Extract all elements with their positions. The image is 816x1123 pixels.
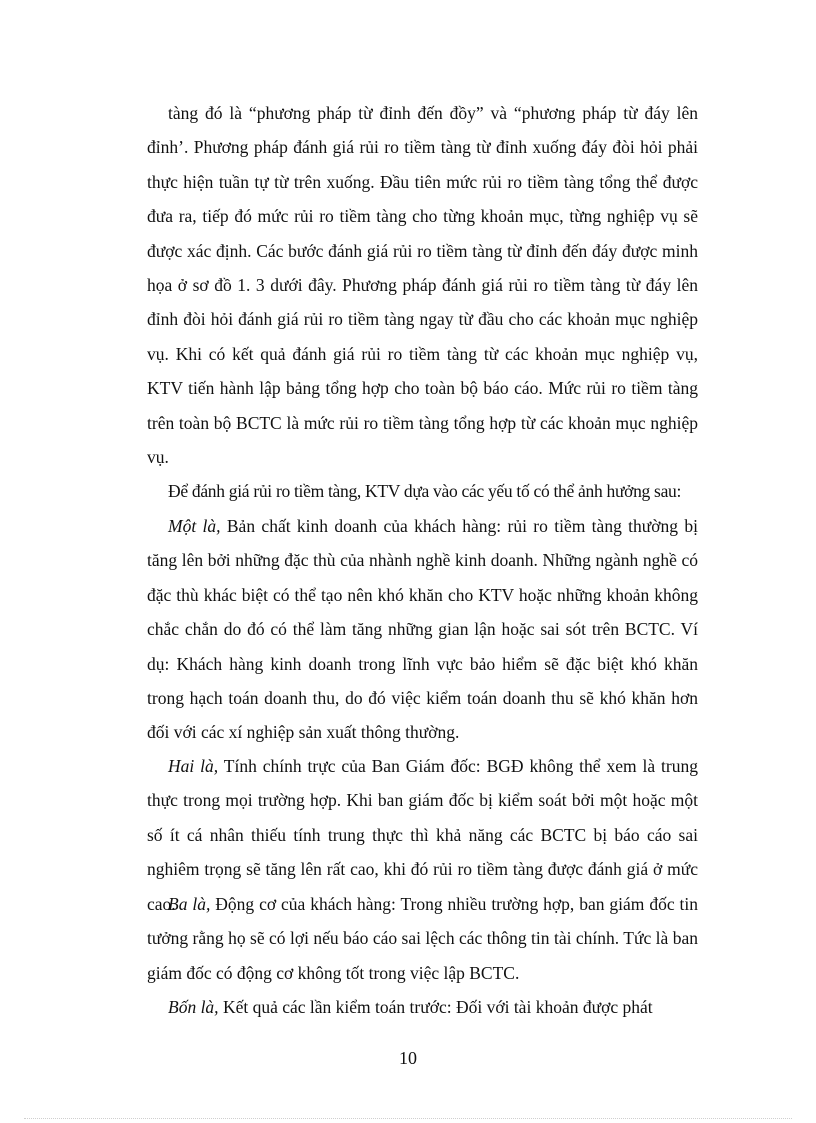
page-bottom-divider xyxy=(24,1118,792,1119)
factor-four-body: Kết quả các lần kiểm toán trước: Đối với tài khoản được phát xyxy=(218,997,653,1017)
factor-three-body: Động cơ của khách hàng: Trong nhiều trường hợp, ban giám đốc tin tưởng rằng họ sẽ có lợi nếu báo cáo sai lệch các thông tin tài chính. Tức là ban giám đốc có động cơ không tốt trong việc lập BCTC. xyxy=(147,894,698,983)
factor-two-body: Tính chính trực của Ban Giám đốc: BGĐ không thể xem là trung thực trong mọi trường hợp. Khi ban giám đốc bị kiểm soát bởi một hoặc một số ít cá nhân thiếu tính trung thực thì khả năng các BCTC bị báo cáo sai nghiêm trọng sẽ tăng lên rất cao, khi đó rủi ro tiềm tàng được đánh giá ở mức cao. xyxy=(147,756,698,914)
paragraph-factors-intro-text: Để đánh giá rủi ro tiềm tàng, KTV dựa vào các yếu tố có thể ảnh hưởng sau: xyxy=(168,481,682,501)
paragraph-factors-intro xyxy=(147,474,698,508)
paragraph-factor-four-text xyxy=(147,990,698,1024)
factor-one-body: Bản chất kinh doanh của khách hàng: rủi ro tiềm tàng thường bị tăng lên bởi những đặc thù của nhành nghề kinh doanh. Những ngành nghề có đặc thù khác biệt có thể tạo nên khó khăn cho KTV hoặc những khoản không chắc chắn do đó có thể làm tăng những gian lận hoặc sai sót trên BCTC. Ví dụ: Khách hàng kinh doanh trong lĩnh vực bảo hiểm sẽ đặc biệt khó khăn trong hạch toán doanh thu, do đó việc kiểm toán doanh thu sẽ khó khăn hơn đối với các xí nghiệp sản xuất thông thường. xyxy=(147,516,698,743)
paragraph-factor-four xyxy=(147,990,698,1024)
page-number: 10 xyxy=(399,1048,417,1068)
paragraph-factor-three xyxy=(147,887,698,990)
factor-one-lead: Một là, xyxy=(168,516,221,536)
factor-four-lead: Bốn là, xyxy=(168,997,219,1017)
paragraph-factor-one-text xyxy=(147,509,698,750)
paragraph-methods xyxy=(147,96,698,474)
factor-three-lead: Ba là, xyxy=(168,894,211,914)
paragraph-factor-three-text xyxy=(147,887,698,990)
paragraph-methods-text: tàng đó là “phương pháp từ đỉnh đến đồy” và “phương pháp từ đáy lên đỉnh’. Phương pháp đánh giá rủi ro tiềm tàng từ đỉnh xuống đáy đòi hỏi phải thực hiện tuần tự từ trên xuống. Đầu tiên mức rủi ro tiềm tàng tổng thể được đưa ra, tiếp đó mức rủi ro tiềm tàng cho từng khoản mục, từng nghiệp vụ sẽ được xác định. Các bước đánh giá rủi ro tiềm tàng từ đỉnh đến đáy được minh họa ở sơ đồ 1. 3 dưới đây. Phương pháp đánh giá rủi ro tiềm tàng từ đáy lên đỉnh đòi hỏi đánh giá rủi ro tiềm tàng ngay từ đầu cho các khoản mục nghiệp vụ. Khi có kết quả đánh giá rủi ro tiềm tàng từ các khoản mục nghiệp vụ, KTV tiến hành lập bảng tổng hợp cho toàn bộ báo cáo. Mức rủi ro tiềm tàng trên toàn bộ BCTC là mức rủi ro tiềm tàng tổng hợp từ các khoản mục nghiệp vụ. xyxy=(147,103,698,468)
factor-two-lead: Hai là, xyxy=(168,756,219,776)
paragraph-factor-one xyxy=(147,509,698,750)
